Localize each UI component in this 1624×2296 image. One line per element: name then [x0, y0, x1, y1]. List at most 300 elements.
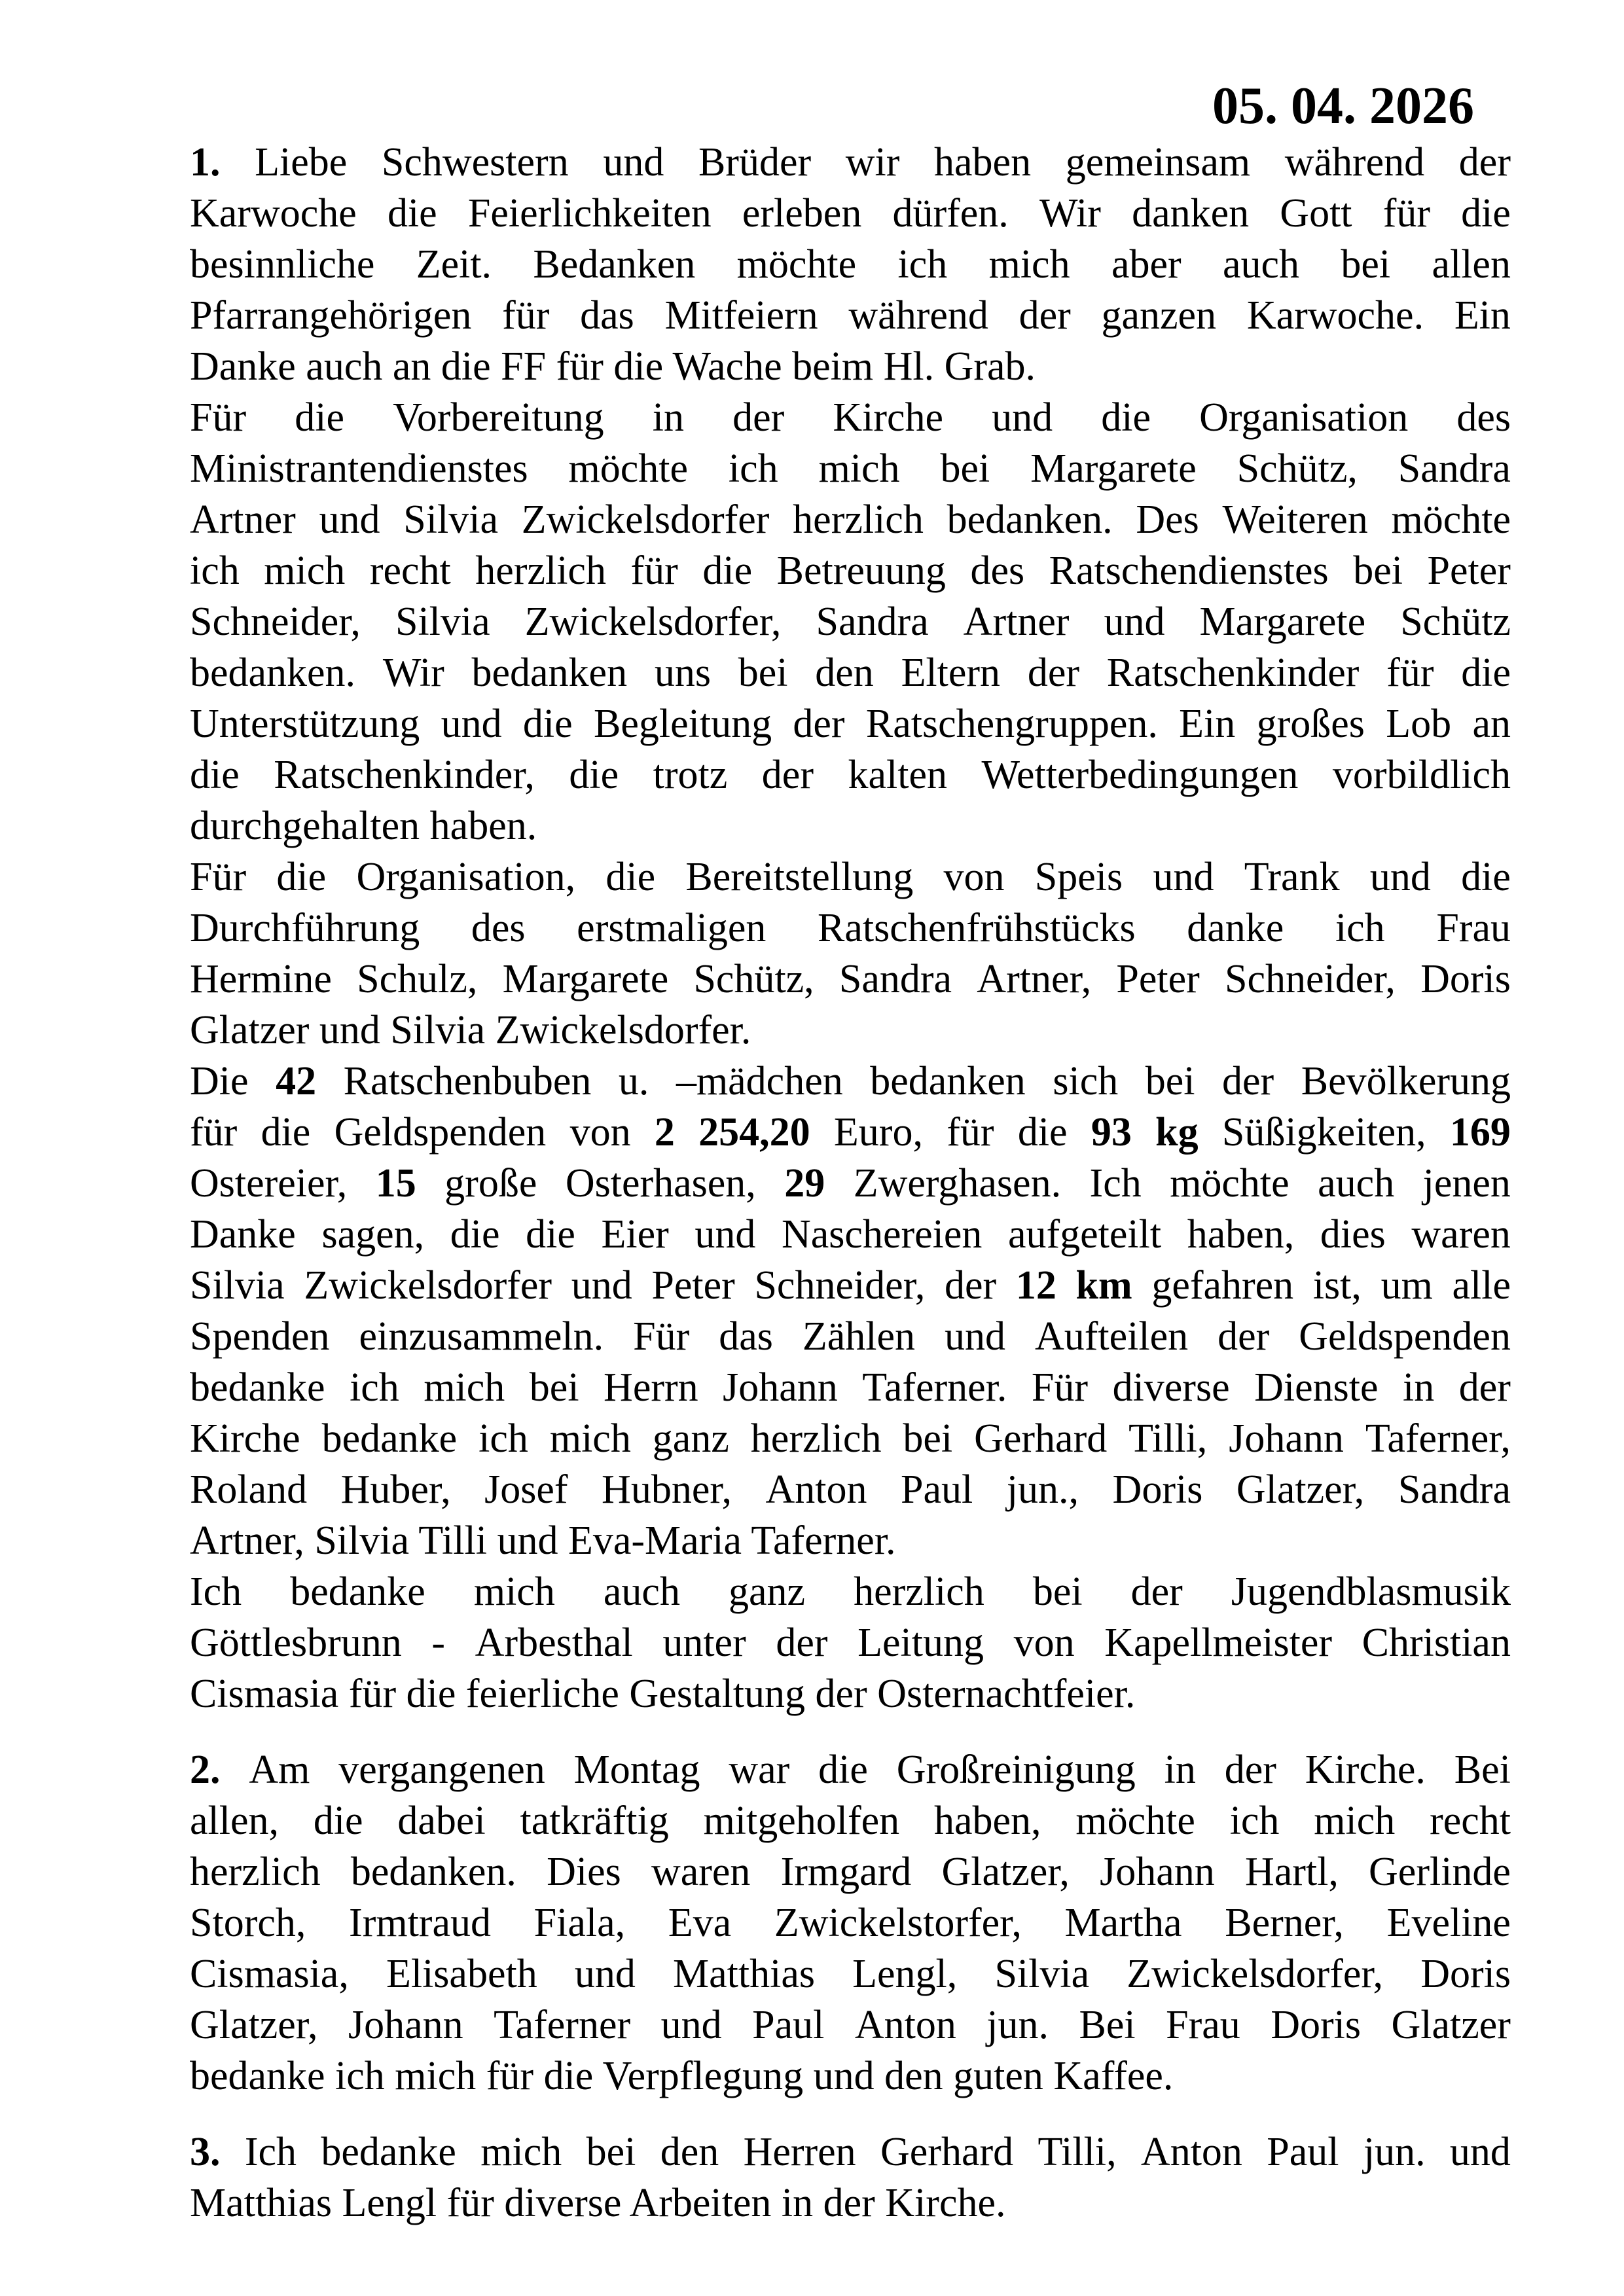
text-run: Roland — [190, 1467, 308, 1512]
word — [1008, 1209, 1161, 1260]
text-run: für — [190, 1110, 238, 1155]
text-run: der — [1218, 1314, 1270, 1359]
text-run: war — [729, 1748, 790, 1792]
text-run: Artner — [190, 497, 296, 542]
word — [839, 954, 952, 1005]
text-run: Ratschenbuben — [343, 1059, 592, 1103]
text-run: Margarete — [1030, 446, 1197, 491]
text-run: und — [319, 497, 380, 542]
text-run: der — [1130, 1570, 1183, 1614]
word — [901, 647, 1001, 698]
word — [818, 903, 1136, 954]
text-run: danken — [1132, 191, 1250, 236]
text-run: Eva — [668, 1901, 732, 1945]
word — [1019, 290, 1071, 341]
text-run: Feierlichkeiten — [467, 191, 712, 236]
text-run: Zwickelstorfer, — [774, 1901, 1022, 1945]
word — [1065, 1897, 1182, 1948]
text-run: ich — [190, 548, 240, 593]
text-run: –mädchen — [676, 1059, 843, 1103]
word — [255, 137, 347, 188]
text-run: Anton — [854, 2003, 956, 2047]
word — [660, 2126, 719, 2178]
text-run: unter — [662, 1621, 746, 1665]
word — [723, 1362, 838, 1413]
word — [833, 392, 943, 443]
text-run: Herren — [743, 2130, 856, 2174]
text-run: der — [1224, 1748, 1276, 1792]
text-run: und — [574, 1952, 636, 1996]
word — [1170, 1158, 1290, 1209]
word — [729, 1566, 805, 1617]
word — [1454, 290, 1511, 341]
text-run: Doris — [1420, 1952, 1511, 1996]
word — [685, 852, 913, 903]
word — [947, 494, 1113, 545]
word — [190, 1464, 307, 1515]
text-run: Margarete — [502, 957, 669, 1001]
text-run: mich — [480, 2130, 562, 2174]
text-run: ganzen — [1101, 293, 1217, 338]
text-run: Johann — [723, 1365, 838, 1410]
text-run: bedanken. — [190, 651, 356, 695]
bold-text: 29 — [784, 1161, 825, 1206]
text-run: die — [1461, 191, 1511, 236]
word — [1079, 2000, 1136, 2051]
word — [450, 1209, 500, 1260]
text-run: Hartl, — [1244, 1850, 1339, 1894]
word — [777, 545, 946, 596]
word — [1225, 954, 1396, 1005]
word — [1271, 2000, 1361, 2051]
word — [475, 545, 606, 596]
text-run: Montag — [573, 1748, 700, 1792]
text-run: bei — [1341, 242, 1391, 287]
text-run: Ratschenfrühstücks — [818, 906, 1136, 950]
text-run: tatkräftig — [520, 1799, 669, 1843]
text-run: erstmaligen — [577, 906, 767, 950]
word — [1075, 1795, 1195, 1846]
text-run: bedanke ich mich für die Verpflegung und den guten Kaffee. — [190, 2054, 1174, 2098]
word — [1038, 2126, 1116, 2178]
word — [1280, 188, 1352, 239]
text-run: Vorbereitung — [393, 395, 604, 440]
text-run: bei — [738, 651, 788, 695]
text-run: Doris — [1271, 2003, 1362, 2047]
text-run: Cismasia für die feierliche Gestaltung der Osternachtfeier. — [190, 1672, 1136, 1716]
text-line — [190, 341, 1511, 392]
word — [1030, 443, 1197, 494]
text-run: um — [1380, 1263, 1433, 1308]
text-line — [190, 954, 1511, 1005]
word — [1456, 392, 1511, 443]
word — [1245, 1846, 1339, 1897]
text-run: Margarete — [1199, 600, 1366, 644]
text-run: Huber, — [340, 1467, 451, 1512]
word — [350, 1362, 399, 1413]
bold-text: kg — [1155, 1110, 1199, 1155]
text-run: Bedanken — [533, 242, 696, 287]
text-run: und — [1449, 2130, 1511, 2174]
word — [1076, 1260, 1132, 1311]
word — [1223, 494, 1368, 545]
word — [1151, 1260, 1293, 1311]
text-run: bei — [940, 446, 990, 491]
word — [1111, 239, 1182, 290]
word — [245, 2126, 297, 2178]
text-run: Zählen — [802, 1314, 916, 1359]
text-run: Sandra — [816, 600, 929, 644]
text-run: jenen — [1422, 1161, 1511, 1206]
word — [376, 1158, 416, 1209]
word — [698, 1107, 810, 1158]
text-run: den — [815, 651, 874, 695]
word — [934, 137, 1031, 188]
text-run: möchte — [736, 242, 857, 287]
word — [1014, 1617, 1075, 1668]
text-run: des — [970, 548, 1025, 593]
word — [530, 1362, 579, 1413]
text-run: gemeinsam — [1065, 140, 1251, 185]
text-run: die — [605, 855, 656, 899]
text-run: Taferner — [494, 2003, 631, 2047]
word — [862, 1362, 1007, 1413]
text-run: Danke — [190, 1212, 296, 1257]
word — [1141, 2126, 1242, 2178]
word — [503, 954, 669, 1005]
text-run: von — [943, 855, 1005, 899]
word — [1383, 188, 1430, 239]
word — [1428, 545, 1511, 596]
word — [986, 2000, 1049, 2051]
word — [1335, 903, 1385, 954]
text-run: möchte — [1170, 1161, 1290, 1206]
word — [602, 1464, 732, 1515]
word — [1450, 1107, 1511, 1158]
text-run: Dies — [547, 1850, 621, 1894]
text-run: das — [580, 293, 634, 338]
text-run: möchte — [568, 446, 688, 491]
word — [1400, 596, 1511, 647]
text-run: und — [695, 1212, 756, 1257]
text-run: Euro, — [833, 1110, 923, 1155]
word — [784, 1158, 825, 1209]
text-line — [190, 647, 1511, 698]
word — [1386, 647, 1434, 698]
word — [484, 1464, 568, 1515]
text-run: die — [261, 1110, 311, 1155]
word — [1153, 852, 1214, 903]
text-run: Ratschenkinder — [1106, 651, 1360, 695]
text-run: Glatzer, — [190, 2003, 318, 2047]
word — [403, 494, 498, 545]
word — [383, 647, 444, 698]
text-run: Mitfeiern — [664, 293, 818, 338]
word — [698, 137, 811, 188]
word — [190, 1795, 279, 1846]
text-line — [190, 1897, 1511, 1948]
text-run: Irmtraud — [349, 1901, 491, 1945]
word — [974, 1413, 1107, 1464]
text-run: Sandra — [839, 957, 952, 1001]
word — [190, 1948, 349, 2000]
word — [1370, 852, 1431, 903]
word — [321, 1209, 424, 1260]
word — [1016, 1260, 1056, 1311]
text-run: Für — [190, 395, 247, 440]
word — [673, 1948, 815, 2000]
text-line — [190, 1795, 1511, 1846]
word — [738, 647, 788, 698]
text-run: Silvia — [994, 1952, 1090, 1996]
word — [1229, 1413, 1344, 1464]
word — [190, 137, 221, 188]
text-line — [190, 1311, 1511, 1362]
word — [190, 954, 332, 1005]
word — [522, 494, 770, 545]
text-run: Gerhard — [974, 1416, 1108, 1461]
word — [1452, 1260, 1511, 1311]
text-run: Kirche — [833, 395, 944, 440]
word — [992, 392, 1053, 443]
date-label: 05. 04. 2026 — [1212, 77, 1474, 135]
word — [1007, 1464, 1079, 1515]
word — [1398, 1464, 1511, 1515]
paragraph-karwoche-dank — [190, 137, 1511, 392]
word — [857, 1617, 984, 1668]
text-run: Zeit. — [416, 242, 492, 287]
word — [1430, 1795, 1511, 1846]
word — [424, 1362, 505, 1413]
text-run: danke — [1187, 906, 1284, 950]
word — [190, 188, 357, 239]
word — [547, 1846, 621, 1897]
paragraph-vorbereitung-kirche — [190, 392, 1511, 852]
text-run: Tilli, — [1128, 1416, 1208, 1461]
word — [762, 749, 814, 800]
word — [276, 852, 326, 903]
word — [304, 1260, 552, 1311]
word — [793, 494, 924, 545]
text-run: Johann — [1100, 1850, 1215, 1894]
text-run: Eveline — [1386, 1901, 1511, 1945]
word — [190, 2126, 221, 2178]
text-run: Cismasia, — [190, 1952, 349, 1996]
word — [359, 1311, 604, 1362]
word — [314, 1795, 363, 1846]
word — [190, 1209, 296, 1260]
word — [964, 596, 1070, 647]
text-run: Zwickelsdorfer — [304, 1263, 552, 1308]
word — [1381, 1260, 1433, 1311]
text-run: möchte — [1391, 497, 1511, 542]
bold-text: 2. — [190, 1748, 221, 1792]
word — [190, 2000, 317, 2051]
word — [651, 1260, 734, 1311]
bold-text: 12 — [1015, 1263, 1056, 1308]
bold-text: km — [1075, 1263, 1132, 1308]
text-run: die — [276, 855, 327, 899]
text-run: Für — [190, 855, 247, 899]
word — [893, 188, 1009, 239]
word — [661, 2000, 722, 2051]
word — [395, 596, 490, 647]
word — [1459, 1362, 1511, 1413]
text-run: ist, — [1312, 1263, 1362, 1308]
word — [729, 1744, 789, 1795]
text-run: mich — [988, 242, 1070, 287]
text-line — [190, 852, 1511, 903]
text-run: Ratschenkinder, — [274, 753, 535, 797]
word — [351, 1846, 516, 1897]
text-run: Christian — [1362, 1621, 1511, 1665]
word — [480, 2126, 562, 2178]
word — [655, 647, 711, 698]
text-run: Glatzer, — [941, 1850, 1070, 1894]
word — [274, 749, 535, 800]
text-run: bedanke — [321, 1416, 458, 1461]
text-line — [190, 494, 1511, 545]
word — [190, 1744, 221, 1795]
text-run: ganz — [729, 1570, 806, 1614]
text-run: und — [571, 1263, 632, 1308]
word — [357, 954, 477, 1005]
text-run: und — [945, 1314, 1005, 1359]
text-run: wir — [845, 140, 900, 185]
text-run: Eltern — [901, 651, 1001, 695]
word — [190, 1897, 306, 1948]
text-run: in — [1164, 1748, 1196, 1792]
bold-text: 3. — [190, 2130, 221, 2174]
word — [190, 1056, 249, 1107]
text-run: Leitung — [857, 1621, 984, 1665]
word — [631, 545, 678, 596]
text-run: bei — [1353, 548, 1403, 593]
word — [981, 749, 1298, 800]
word — [1313, 1260, 1362, 1311]
word — [1028, 647, 1079, 698]
word — [444, 1158, 537, 1209]
text-run: der — [793, 702, 845, 746]
text-run: der — [1458, 140, 1511, 185]
word — [1018, 1107, 1068, 1158]
text-run: bedanken. — [350, 1850, 516, 1894]
paragraph-ratschenfruehstueck — [190, 852, 1511, 1056]
word — [751, 1413, 882, 1464]
text-run: der — [1222, 1059, 1274, 1103]
text-line — [190, 1846, 1511, 1897]
word — [1333, 749, 1511, 800]
text-line — [190, 749, 1511, 800]
word — [947, 1107, 994, 1158]
word — [341, 1464, 451, 1515]
word — [854, 1158, 1061, 1209]
text-run: mich — [818, 446, 900, 491]
text-run: und — [441, 702, 502, 746]
text-run: u. — [618, 1059, 649, 1103]
bold-text: 254,20 — [698, 1110, 810, 1155]
word — [662, 1617, 746, 1668]
word — [1179, 698, 1235, 749]
text-run: Begleitung — [594, 702, 772, 746]
text-run: herzlich — [475, 548, 606, 593]
text-run: Weiteren — [1222, 497, 1368, 542]
word — [1128, 1413, 1207, 1464]
text-run: Des — [1136, 497, 1199, 542]
text-run: auch — [603, 1570, 680, 1614]
word — [569, 443, 689, 494]
word — [190, 852, 246, 903]
word — [190, 1566, 242, 1617]
word — [190, 392, 246, 443]
text-run: trotz — [653, 753, 728, 797]
text-run: an — [1472, 702, 1511, 746]
word — [190, 443, 528, 494]
text-run: Paul — [901, 1467, 973, 1512]
text-run: Organisation — [1199, 395, 1409, 440]
word — [334, 1107, 547, 1158]
text-run: diverse — [1112, 1365, 1230, 1410]
text-line — [190, 1107, 1511, 1158]
text-run: mich — [424, 1365, 505, 1410]
text-run: Süßigkeiten, — [1221, 1110, 1426, 1155]
text-run: Liebe — [255, 140, 348, 185]
text-run: die — [818, 1748, 868, 1792]
text-run: herzlich — [750, 1416, 882, 1461]
word — [1461, 852, 1511, 903]
word — [653, 749, 728, 800]
word — [290, 1566, 425, 1617]
text-run: Taferner, — [1365, 1416, 1511, 1461]
word — [944, 852, 1005, 903]
text-run: von — [569, 1110, 631, 1155]
word — [1301, 1056, 1511, 1107]
word — [668, 1897, 731, 1948]
text-run: jun., — [1006, 1467, 1079, 1512]
text-run: Berner, — [1225, 1901, 1344, 1945]
word — [1244, 852, 1340, 903]
text-run: und — [1104, 600, 1165, 644]
text-run: der — [776, 1621, 828, 1665]
text-run: Bevölkerung — [1301, 1059, 1511, 1103]
text-line — [190, 1515, 1511, 1566]
text-run: Aufteilen — [1034, 1314, 1189, 1359]
word — [1391, 494, 1511, 545]
text-run: jun. — [1363, 2130, 1426, 2174]
text-run: und — [1369, 855, 1431, 899]
word — [653, 1413, 729, 1464]
text-line — [190, 1668, 1511, 1719]
text-run: Taferner. — [862, 1365, 1007, 1410]
word — [1035, 852, 1123, 903]
text-run: Glatzer, — [1236, 1467, 1365, 1512]
text-run: erleben — [742, 191, 862, 236]
text-run: Matthias — [673, 1952, 815, 1996]
text-run: waren — [651, 1850, 751, 1894]
text-run: Spenden — [190, 1314, 330, 1359]
word — [1254, 1362, 1378, 1413]
word — [1454, 1744, 1511, 1795]
text-run: Ich — [190, 1570, 242, 1614]
text-run: Gerlinde — [1369, 1850, 1511, 1894]
text-run: Anton — [765, 1467, 867, 1512]
word — [338, 1744, 545, 1795]
word — [571, 1260, 632, 1311]
text-run: Silvia — [403, 497, 498, 542]
text-run: herzlich — [793, 497, 924, 542]
word — [782, 1209, 982, 1260]
text-line — [190, 800, 1511, 852]
